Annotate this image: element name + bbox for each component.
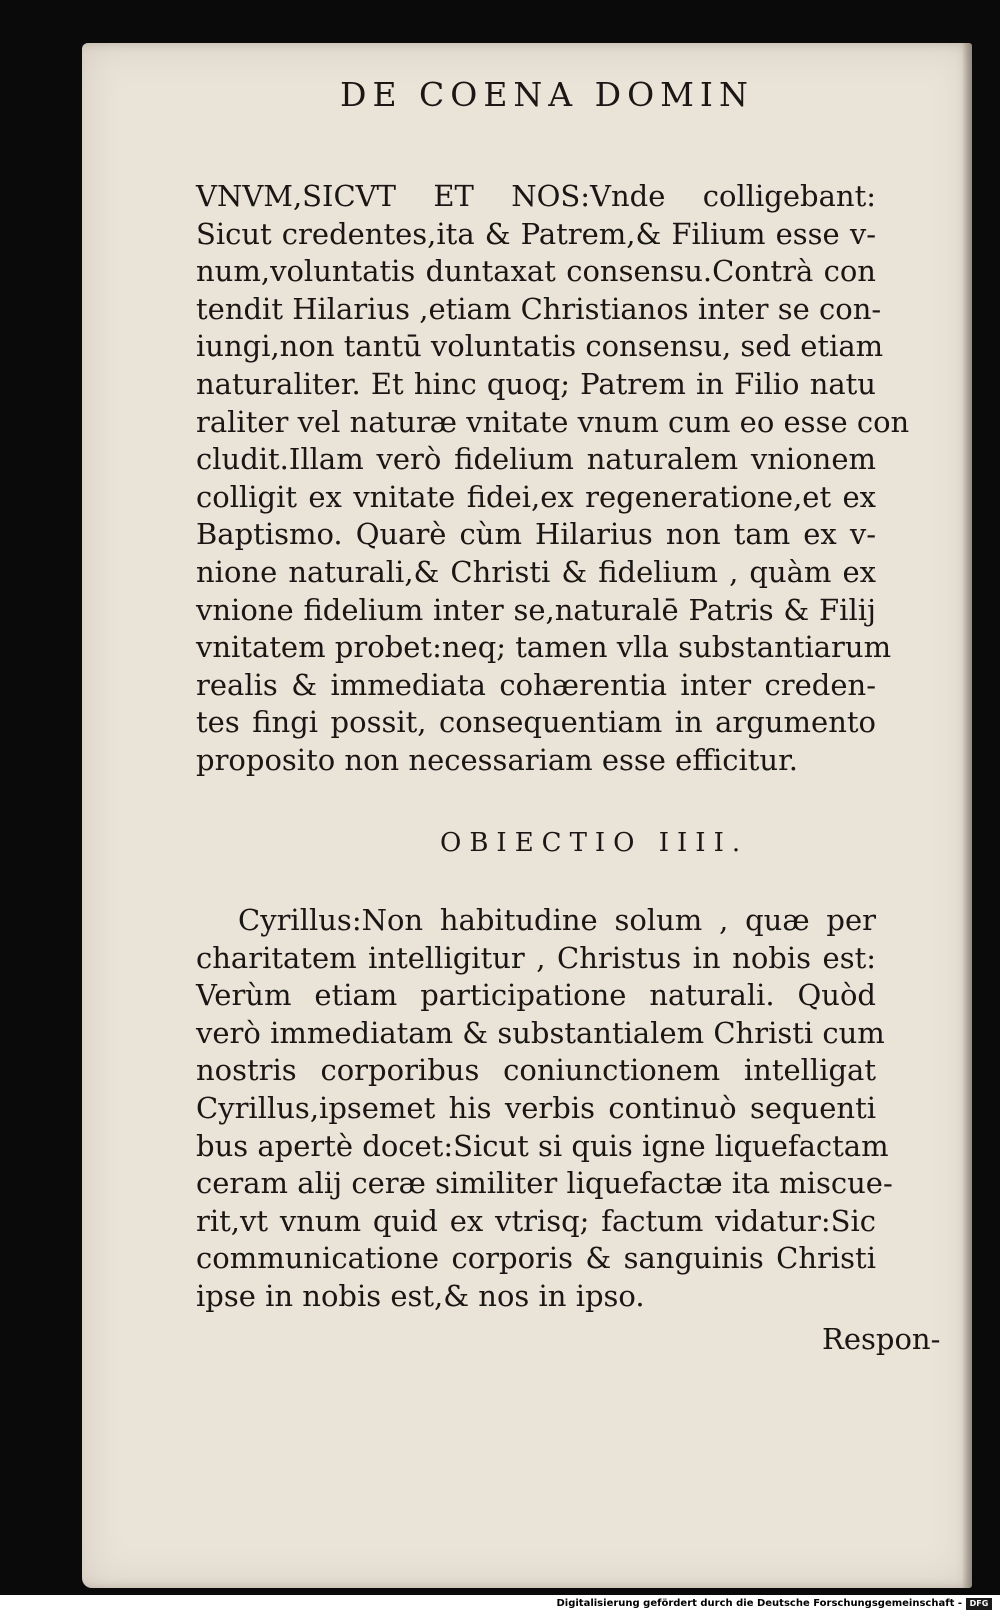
text-line: raliter vel naturæ vnitate vnum cum eo esse con (196, 404, 910, 439)
text-line: tes fingi possit, consequentiam in argumento (196, 705, 876, 740)
text-line: verò immediatam & substantialem Christi cum (196, 1015, 885, 1050)
text-line: nione naturali,& Christi & fidelium , quàm ex (196, 554, 876, 589)
text-line: vnitatem probet:neq; tamen vlla substantiarum (196, 630, 892, 665)
text-line: nostris corporibus coniunctionem intelligat (196, 1053, 876, 1088)
text-line: Cyrillus,ipsemet his verbis continuò sequenti (196, 1090, 876, 1125)
text-line: num,voluntatis duntaxat consensu.Contrà con (196, 254, 876, 289)
text-line: tendit Hilarius ,etiam Christianos inter se con- (196, 291, 882, 326)
footer-credit: Digitalisierung gefördert durch die Deutsche Forschungsgemeinschaft - (556, 1598, 962, 1609)
text-line: colligit ex vnitate fidei,ex regeneratione,et ex (196, 479, 876, 514)
text-line: VNVM,SICVT ET NOS:Vnde colligebant: (196, 179, 876, 213)
catchword: Respon- (822, 1322, 941, 1356)
running-head: DE COENA DOMIN (340, 75, 754, 114)
text-line: Baptismo. Quarè cùm Hilarius non tam ex v- (196, 517, 876, 552)
text-line: naturaliter. Et hinc quoq; Patrem in Filio natu (196, 366, 876, 401)
text-line: ceram alij ceræ similiter liquefactæ ita miscue- (196, 1166, 893, 1201)
text-line: Cyrillus:Non habitudine solum , quæ per (238, 903, 876, 937)
text-line: charitatem intelligitur , Christus in nobis est: (196, 940, 876, 975)
paragraph-1 (196, 178, 910, 780)
text-line: iungi,non tantū voluntatis consensu, sed etiam (196, 329, 884, 364)
text-line: proposito non necessariam esse efficitur. (196, 742, 798, 777)
paragraph-2 (196, 902, 893, 1316)
section-heading: OBIECTIO IIII. (440, 828, 749, 858)
text-line: realis & immediata cohærentia inter creden- (196, 667, 876, 702)
text-line: Sicut credentes,ita & Patrem,& Filium esse v- (196, 216, 876, 251)
text-line: cludit.Illam verò fidelium naturalem vnionem (196, 442, 876, 477)
text-line: Verùm etiam participatione naturali. Quòd (196, 978, 876, 1013)
dfg-logo: DFG (966, 1598, 992, 1610)
text-line: vnione fidelium inter se,naturalē Patris & Filij (196, 592, 876, 627)
text-line: communicatione corporis & sanguinis Christi (196, 1241, 876, 1276)
text-line: rit,vt vnum quid ex vtrisq; factum vidatur:Sic (196, 1203, 876, 1238)
text-line: ipse in nobis est,& nos in ipso. (196, 1278, 645, 1313)
text-line: bus apertè docet:Sicut si quis igne liquefactam (196, 1128, 889, 1163)
